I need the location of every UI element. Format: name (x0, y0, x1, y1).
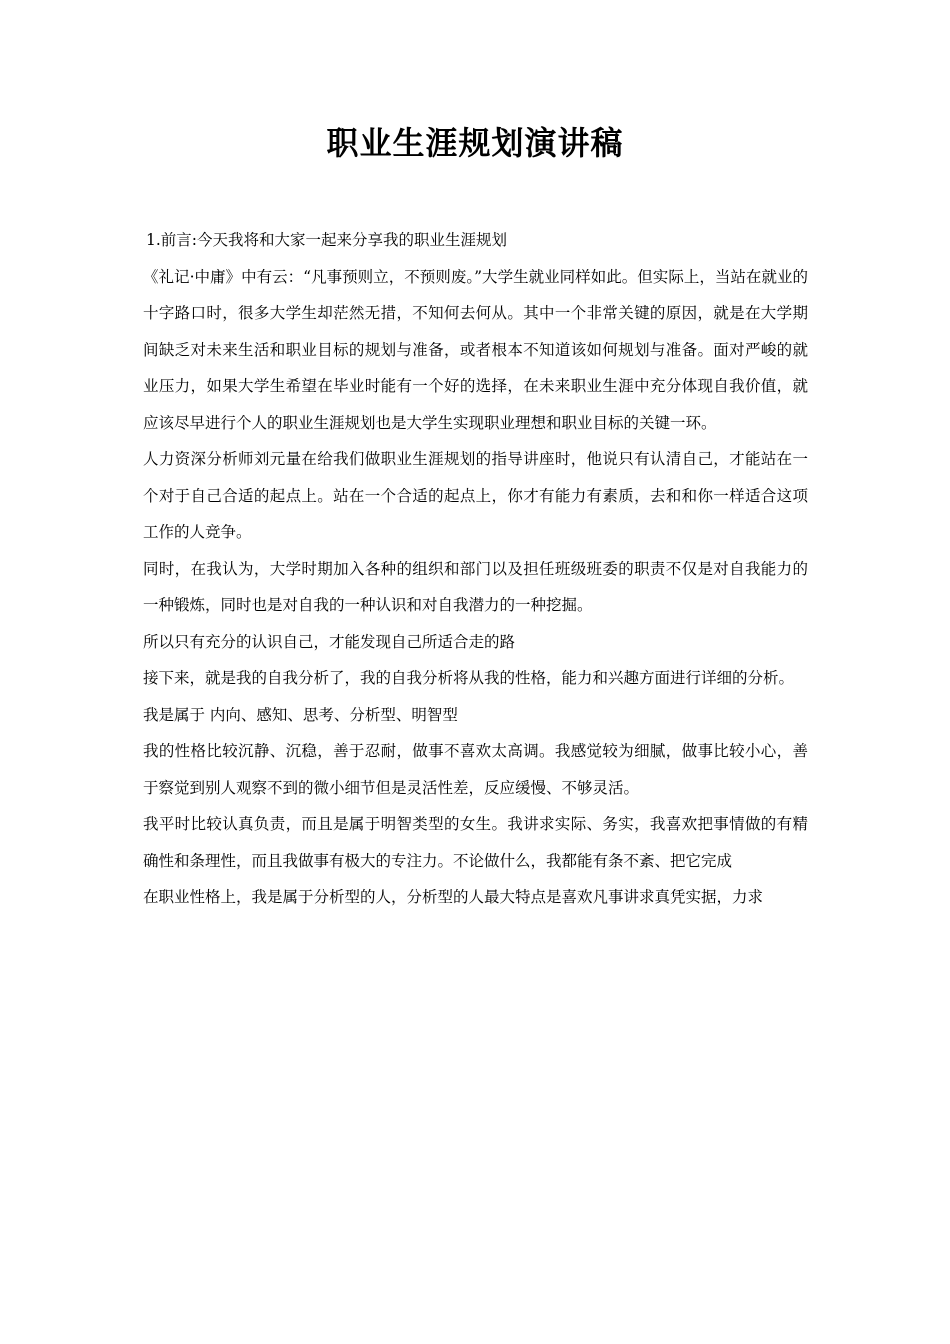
document-body (143, 222, 808, 916)
paragraph: 我的性格比较沉静、沉稳，善于忍耐，做事不喜欢太高调。我感觉较为细腻，做事比较小心，善于察觉到别人观察不到的微小细节但是灵活性差，反应缓慢、不够灵活。 (143, 742, 808, 797)
document-title: 职业生涯规划演讲稿 (326, 124, 624, 162)
paragraph: 我是属于 内向、感知、思考、分析型、明智型 (143, 705, 458, 724)
paragraph: 所以只有充分的认识自己，才能发现自己所适合走的路 (143, 632, 516, 651)
paragraph: 同时，在我认为，大学时期加入各种的组织和部门以及担任班级班委的职责不仅是对自我能力的一种锻炼，同时也是对自我的一种认识和对自我潜力的一种挖掘。 (143, 559, 808, 614)
paragraph: 《礼记·中庸》中有云：“凡事预则立，不预则废。”大学生就业同样如此。但实际上，当站在就业的十字路口时，很多大学生却茫然无措，不知何去何从。其中一个非常关键的原因，就是在大学期间缺乏对未来生活和职业目标的规划与准备，或者根本不知道该如何规划与准备。面对严峻的就业压力，如果大学生希望在毕业时能有一个好的选择，在未来职业生涯中充分体现自我价值，就应该尽早进行个人的职业生涯规划也是大学生实现职业理想和职业目标的关键一环。 (143, 267, 808, 432)
paragraph-intro: 1.前言:今天我将和大家一起来分享我的职业生涯规划 (146, 231, 508, 249)
paragraph: 在职业性格上，我是属于分析型的人，分析型的人最大特点是喜欢凡事讲求真凭实据，力求 (143, 888, 764, 906)
paragraph: 人力资深分析师刘元量在给我们做职业生涯规划的指导讲座时，他说只有认清自己，才能站在一个对于自己合适的起点上。站在一个合适的起点上，你才有能力有素质，去和和你一样适合这项工作的人竞争。 (143, 450, 808, 541)
paragraph: 接下来，就是我的自我分析了，我的自我分析将从我的性格，能力和兴趣方面进行详细的分析。 (143, 669, 795, 687)
paragraph: 我平时比较认真负责，而且是属于明智类型的女生。我讲求实际、务实，我喜欢把事情做的有精确性和条理性，而且我做事有极大的专注力。不论做什么，我都能有条不紊、把它完成 (143, 815, 808, 870)
